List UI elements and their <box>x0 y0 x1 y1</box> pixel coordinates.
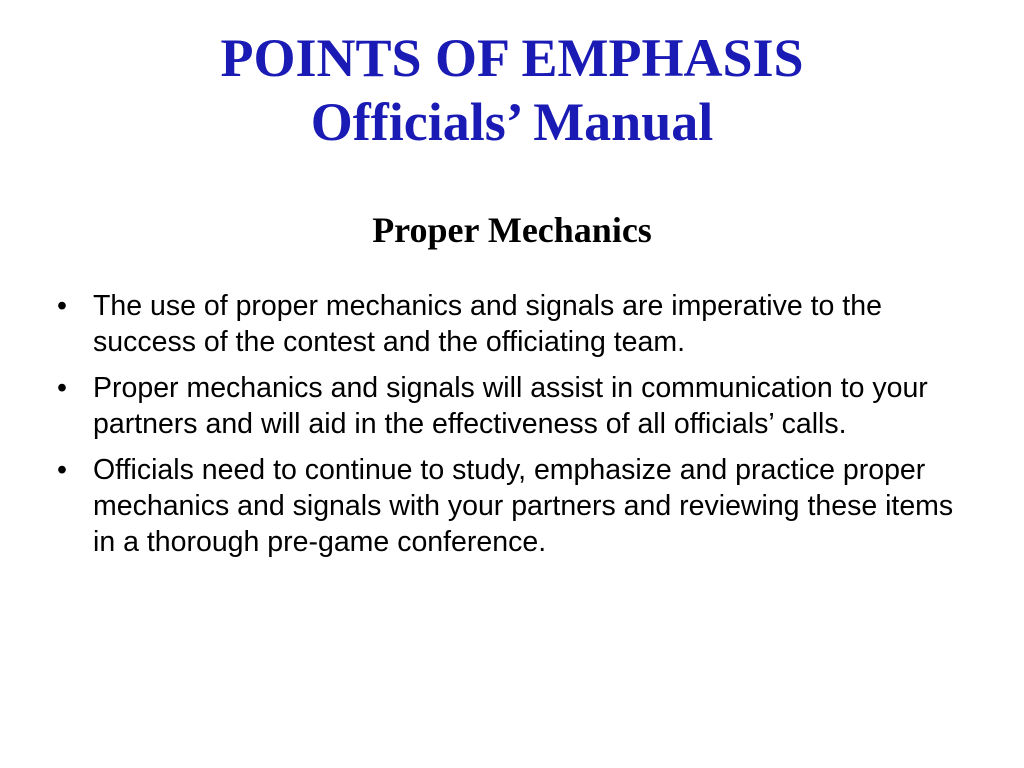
bullet-icon: • <box>57 290 67 322</box>
bullet-text: The use of proper mechanics and signals are imperative to the success of the contest and the officiating team. <box>93 290 882 358</box>
slide-title <box>0 26 1024 154</box>
title-line-secondary: Officials’ Manual <box>310 92 714 152</box>
bullet-item <box>57 452 977 560</box>
bullet-list <box>57 288 977 570</box>
title-line-main: POINTS OF EMPHASIS <box>220 28 804 88</box>
bullet-item <box>57 288 977 360</box>
section-heading: Proper Mechanics <box>372 210 652 250</box>
bullet-item <box>57 370 977 442</box>
bullet-text: Officials need to continue to study, emphasize and practice proper mechanics and signals with your partners and reviewing these items in a thorough pre-game conference. <box>93 454 954 558</box>
bullet-text: Proper mechanics and signals will assist in communication to your partners and will aid in the effectiveness of all officials’ calls. <box>93 372 928 440</box>
bullet-icon: • <box>57 372 67 404</box>
bullet-icon: • <box>57 454 67 486</box>
